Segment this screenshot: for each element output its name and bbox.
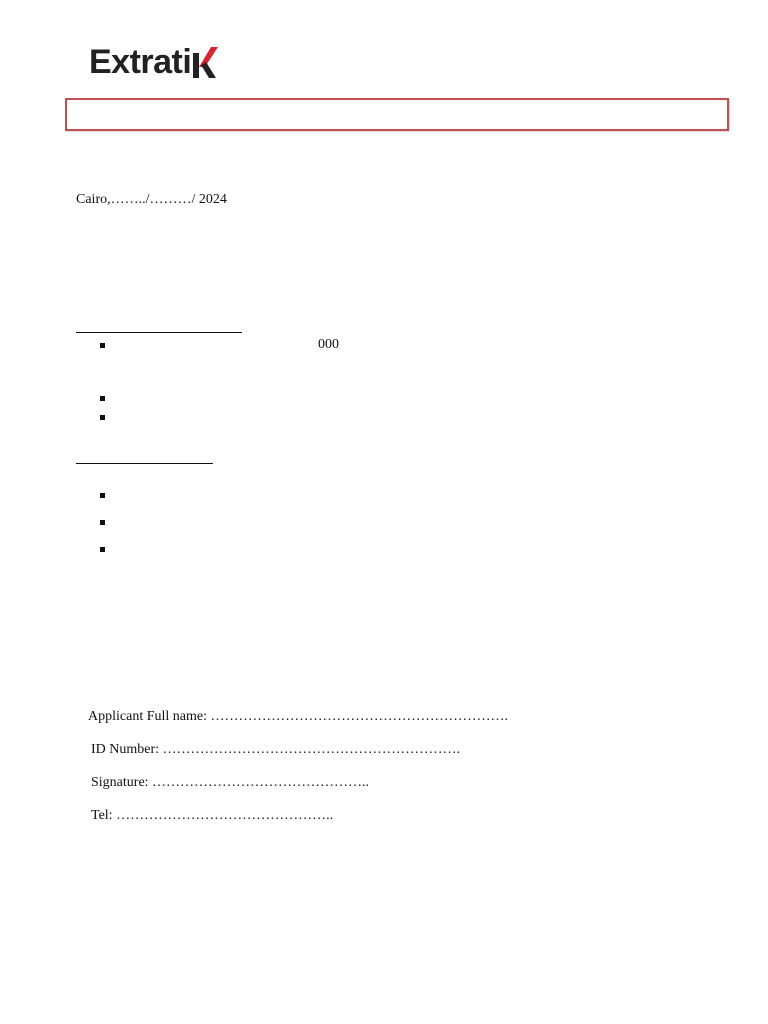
tel-field[interactable]: Tel: ………………………………………..	[91, 808, 334, 823]
bullet-marker	[100, 520, 105, 525]
signature-field[interactable]: Signature: ………………………………………..	[91, 775, 370, 790]
bullet-marker	[100, 415, 105, 420]
section-1-item-1-value: 000	[318, 337, 339, 352]
logo-k-check-icon	[192, 45, 220, 79]
section-2-heading-underline	[76, 463, 213, 464]
bullet-marker	[100, 547, 105, 552]
logo-wordmark: Extrati	[89, 43, 192, 81]
id-number-field[interactable]: ID Number: ……………………………………………………….	[91, 742, 461, 757]
date-line: Cairo,……../………/ 2024	[76, 192, 227, 207]
extratik-logo	[89, 42, 220, 82]
bullet-marker	[100, 343, 105, 348]
bullet-marker	[100, 396, 105, 401]
title-box	[65, 98, 729, 131]
bullet-marker	[100, 493, 105, 498]
section-1-heading-underline	[76, 332, 242, 333]
applicant-full-name-field[interactable]: Applicant Full name: ……………………………………………………….	[88, 709, 508, 724]
